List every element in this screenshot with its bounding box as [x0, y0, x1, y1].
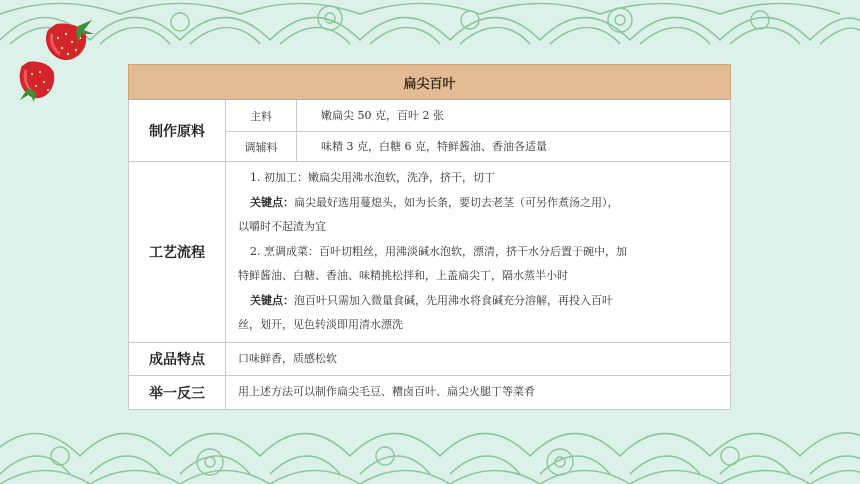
key-point-text: 泡百叶只需加入微量食碱，先用沸水将食碱充分溶解，再投入百叶	[294, 293, 613, 307]
title-row	[129, 65, 731, 100]
main-ingredient-label: 主料	[226, 100, 297, 132]
top-wave-border	[0, 0, 860, 52]
recipe-table	[128, 64, 731, 410]
variation-heading: 举一反三	[129, 376, 226, 410]
process-heading: 工艺流程	[129, 162, 226, 343]
bottom-wave-border	[0, 426, 860, 484]
table-row	[129, 100, 731, 132]
seasoning-label: 调辅料	[226, 132, 297, 162]
key-point-1-cont: 以嚼时不起渣为宜	[238, 220, 326, 233]
main-ingredient-value: 嫩扁尖 50 克，百叶 2 张	[297, 100, 731, 132]
key-point-2	[238, 289, 720, 314]
materials-heading: 制作原料	[129, 100, 226, 162]
key-point-2-cont: 丝，划开，见色转淡即用清水漂洗	[238, 318, 403, 331]
key-point-1	[238, 191, 720, 216]
features-heading: 成品特点	[129, 342, 226, 376]
recipe-title: 扁尖百叶	[129, 65, 731, 100]
table-row	[129, 162, 731, 343]
variation-value: 用上述方法可以制作扁尖毛豆、糟卤百叶、扁尖火腿丁等菜肴	[226, 376, 731, 410]
process-step-2-cont: 特鲜酱油、白糖、香油、味精挑松拌和，上盖扁尖丁，隔水蒸半小时	[238, 269, 568, 282]
strawberry-icon	[16, 54, 58, 102]
process-step-1: 1. 初加工：嫩扁尖用沸水泡软，洗净，挤干，切丁	[250, 171, 495, 184]
key-point-label: 关键点：	[250, 293, 294, 307]
table-row	[129, 342, 731, 376]
table-row	[129, 376, 731, 410]
key-point-label: 关键点：	[250, 195, 294, 209]
process-content	[226, 162, 731, 343]
seasoning-value: 味精 3 克，白糖 6 克，特鲜酱油、香油各适量	[297, 132, 731, 162]
process-step-2: 2. 烹调成菜：百叶切粗丝，用沸淡碱水泡软，漂清，挤干水分后置于碗中，加	[250, 244, 627, 258]
key-point-text: 扁尖最好选用蔓熄头，如为长条，要切去老茎（可另作煮汤之用），	[294, 195, 619, 209]
features-value: 口味鲜香，质感松软	[226, 342, 731, 376]
